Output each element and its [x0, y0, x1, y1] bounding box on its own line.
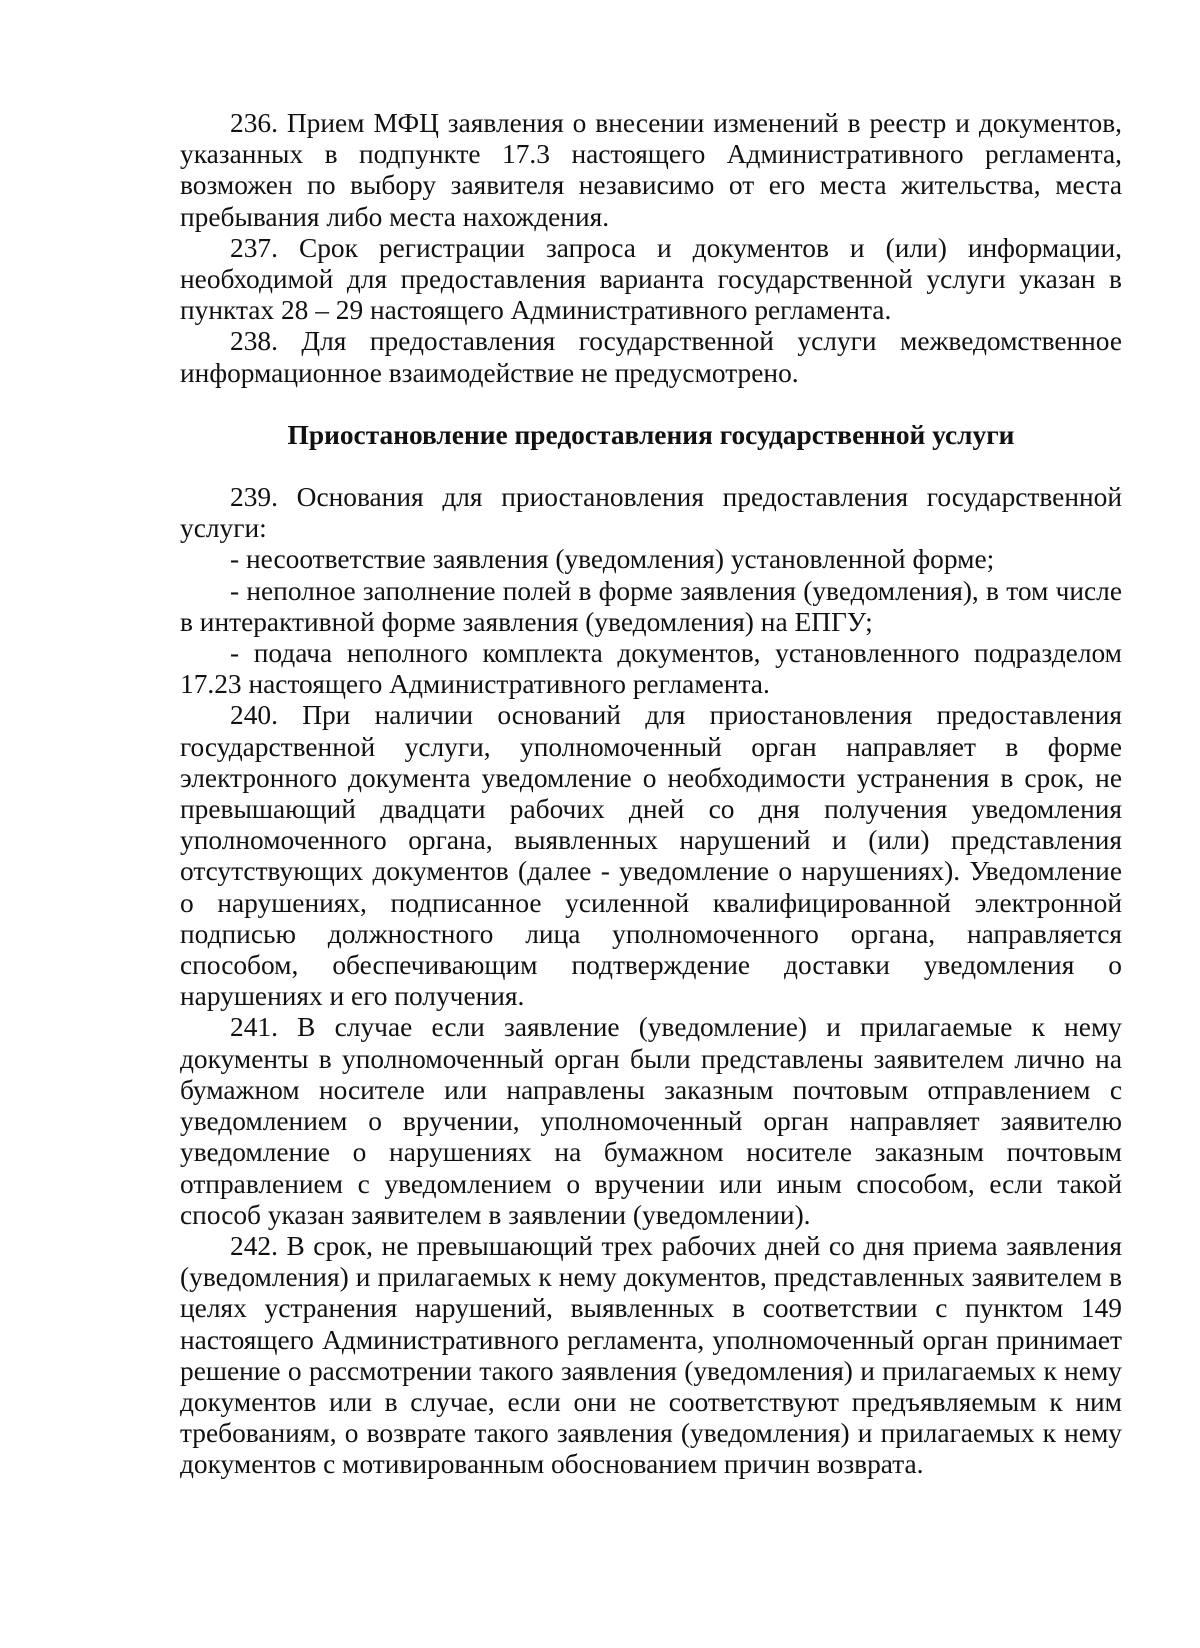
- paragraph-241: 241. В случае если заявление (уведомление) и прилагаемые к нему документы в уполномоченный орган были представлены заявителем лично на бумажном носителе или направлены заказным почтовым отправлением с уведомлением о вручении, уполномоченный орган направляет заявителю уведомление о нарушениях на бумажном носителе заказным почтовым отправлением с уведомлением о вручении или иным способом, если такой способ указан заявителем в заявлении (уведомлении).: [180, 1012, 1122, 1230]
- list-item-incomplete-documents: - подача неполного комплекта документов, установленного подразделом 17.23 настоящего Административного регламента.: [180, 638, 1122, 700]
- document-body: [180, 108, 1122, 1481]
- paragraph-238: 238. Для предоставления государственной услуги межведомственное информационное взаимодействие не предусмотрено.: [180, 326, 1122, 388]
- section-heading: Приостановление предоставления государственной услуги: [287, 419, 1015, 450]
- paragraph-239: 239. Основания для приостановления предоставления государственной услуги:: [180, 482, 1122, 544]
- paragraph-237: 237. Срок регистрации запроса и документов и (или) информации, необходимой для предоставления варианта государственной услуги указан в пунктах 28 – 29 настоящего Административного регламента.: [180, 232, 1122, 326]
- paragraph-242: 242. В срок, не превышающий трех рабочих дней со дня приема заявления (уведомления) и прилагаемых к нему документов, представленных заявителем в целях устранения нарушений, выявленных в соответствии с пунктом 149 настоящего Административного регламента, уполномоченный орган принимает решение о рассмотрении такого заявления (уведомления) и прилагаемых к нему документов или в случае, если они не соответствуют предъявляемым к ним требованиям, о возврате такого заявления (уведомления) и прилагаемых к нему документов с мотивированным обоснованием причин возврата.: [180, 1230, 1122, 1480]
- paragraph-236: 236. Прием МФЦ заявления о внесении изменений в реестр и документов, указанных в подпункте 17.3 настоящего Административного регламента, возможен по выбору заявителя независимо от его места жительства, места пребывания либо места нахождения.: [180, 108, 1122, 232]
- list-item-incomplete-fields: - неполное заполнение полей в форме заявления (уведомления), в том числе в интерактивной форме заявления (уведомления) на ЕПГУ;: [180, 575, 1122, 637]
- list-item-nonconformity: - несоответствие заявления (уведомления) установленной форме;: [230, 544, 995, 575]
- paragraph-240: 240. При наличии оснований для приостановления предоставления государственной услуги, уполномоченный орган направляет в форме электронного документа уведомление о необходимости устранения в срок, не превышающий двадцати рабочих дней со дня получения уведомления уполномоченного органа, выявленных нарушений и (или) представления отсутствующих документов (далее - уведомление о нарушениях). Уведомление о нарушениях, подписанное усиленной квалифицированной электронной подписью должностного лица уполномоченного органа, направляется способом, обеспечивающим подтверждение доставки уведомления о нарушениях и его получения.: [180, 700, 1122, 1012]
